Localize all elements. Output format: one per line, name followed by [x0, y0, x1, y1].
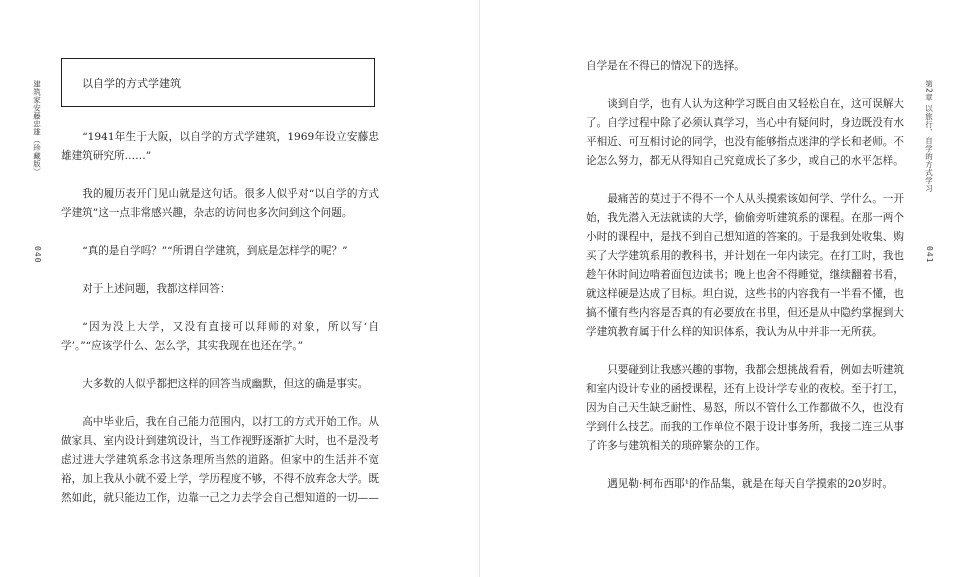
- paragraph: 大多数的人似乎都把这样的回答当成幽默，但这的确是事实。: [82, 378, 369, 390]
- paragraph: 只要碰到让我感兴趣的事物，我都会想挑战看看，例如去听建筑和室内设计专业的函授课程，还有上设计学专业的夜校。至于打工，因为自己天生缺乏耐性、易怒，所以不管什么工作都做不久，也没有学到什么技艺。而我的工作单位不限于设计事务所，我接二连三从事了许多与建筑相关的琐碎繁杂的工作。: [586, 364, 904, 452]
- right-page: [480, 0, 960, 577]
- paragraph: “1941年生于大阪，以自学的方式学建筑，1969年设立安藤忠雄建筑研究所……”: [61, 131, 379, 162]
- paragraph: 谈到自学，也有人认为这种学习既自由又轻松自在，这可误解大了。自学过程中除了必须认真学习，当心中有疑问时，身边既没有水平相近、可互相讨论的同学，也没有能够指点迷津的学长和老师。不论怎么努力，都无从得知自己究竟成长了多少，或自己的水平怎样。: [586, 98, 904, 167]
- section-title: 以自学的方式学建筑: [82, 77, 181, 90]
- left-body-text: [61, 128, 379, 508]
- running-head-right: 第2章 以旅行、自学的方式学习: [924, 80, 934, 193]
- right-body-text: [586, 57, 904, 494]
- section-heading-box: [61, 58, 375, 107]
- paragraph: 最痛苦的莫过于不得不一个人从头摸索该如何学、学什么。一开始，我先潜入无法就读的大学，偷偷旁听建筑系的课程。在那一两个小时的课程中，是找不到自己想知道的答案的。于是我到处收集、购买了大学建筑系用的教科书，并计划在一年内读完。在打工时，我也趁午休时间边啃着面包边读书；晚上也舍不得睡觉，继续翻着书看，就这样硬是达成了目标。坦白说，这些书的内容我有一半看不懂，也搞不懂有些内容是否真的有必要放在书里，但还是从中隐约掌握到大学建筑教育属于什么样的知识体系，我认为从中并非一无所获。: [586, 193, 904, 338]
- page-number-right: 041: [925, 246, 934, 264]
- running-head-left: 建筑家安藤忠雄（珍藏版）: [32, 80, 42, 176]
- paragraph: 我的履历表开门见山就是这句话。很多人似乎对“以自学的方式学建筑”这一点非常感兴趣，杂志的访问也多次问到这个问题。: [61, 188, 379, 219]
- paragraph: 遇见勒·柯布西耶¹的作品集，就是在每天自学摸索的20岁时。: [607, 478, 894, 490]
- paragraph: “因为没上大学，又没有直接可以拜师的对象，所以写‘自学’。”“应该学什么、怎么学，其实我现在也还在学。”: [61, 321, 379, 352]
- paragraph: 对于上述问题，我都这样回答：: [82, 283, 231, 295]
- paragraph: “真的是自学吗？”“所谓自学建筑，到底是怎样学的呢？”: [82, 245, 348, 257]
- continuation-line: 自学是在不得已的情况下的选择。: [586, 60, 745, 72]
- paragraph: 高中毕业后，我在自己能力范围内，以打工的方式开始工作。从做家具、室内设计到建筑设计，当工作视野逐渐扩大时，也不是没考虑过进大学建筑系念书这条理所当然的道路。但家中的生活并不宽裕，加上我从小就不爱上学，学历程度不够，不得不放弃念大学。既然如此，就只能边工作，边靠一己之力去学会自己想知道的一切——: [61, 416, 379, 504]
- page-number-left: 040: [33, 246, 42, 264]
